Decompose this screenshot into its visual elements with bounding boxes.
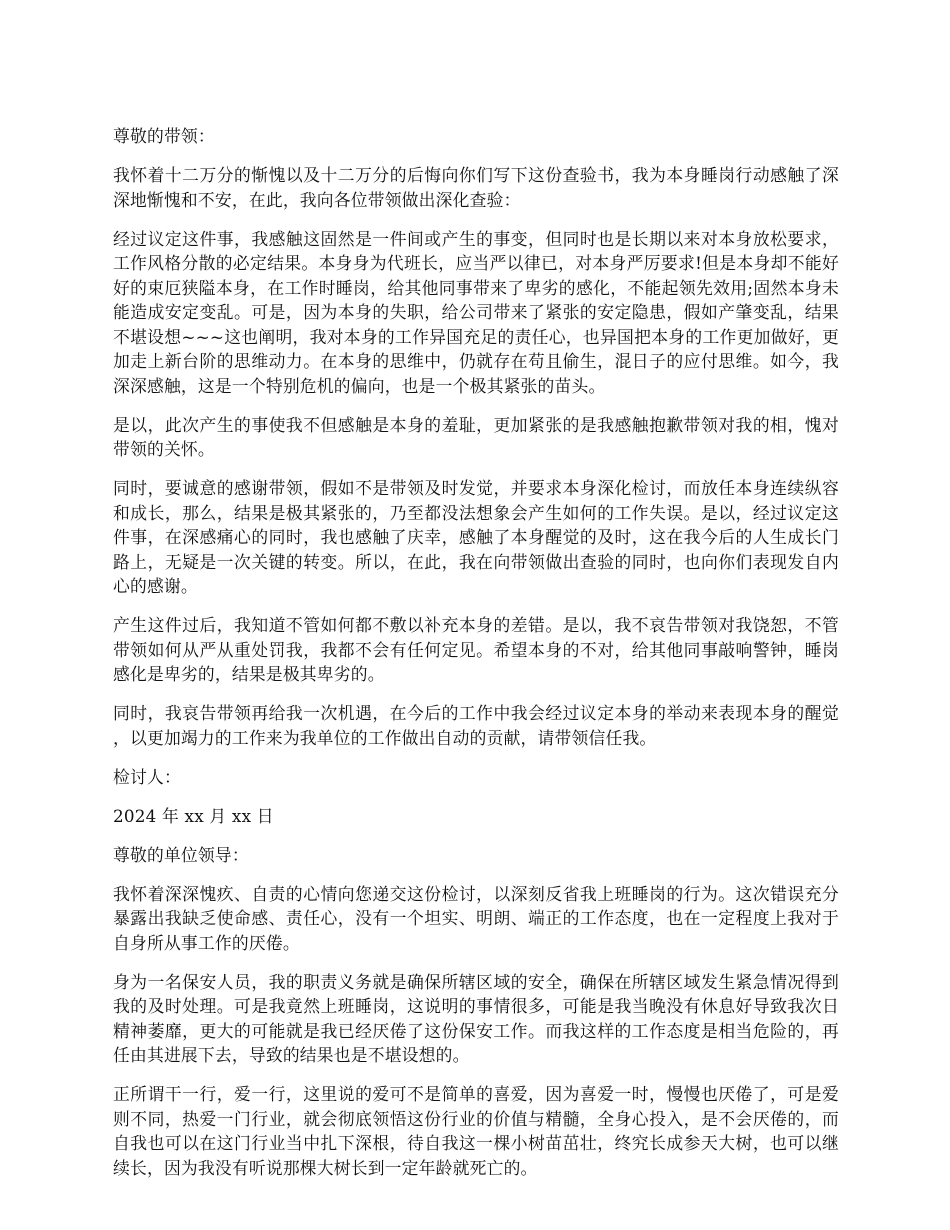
paragraph-acceptance: 产生这件过后，我知道不管如何都不敷以补充本身的差错。是以，我不哀告带领对我饶恕，不管带领如何从严从重处罚我，我都不会有任何定见。希望本身的不对，给其他同事敲响警钟，睡岗感化是卑劣的，结果是极其卑劣的。 xyxy=(113,615,839,684)
paragraph-shame: 是以，此次产生的事使我不但感触是本身的羞耻，更加紧张的是我感触抱歉带领对我的相，愧对带领的关怀。 xyxy=(113,414,839,459)
paragraph-request: 同时，我哀告带领再给我一次机遇，在今后的工作中我会经过议定本身的举动来表现本身的醒觉，以更加竭力的工作来为我单位的工作做出自动的贡献，请带领信任我。 xyxy=(113,703,839,748)
paragraph-love-work: 正所谓干一行，爱一行，这里说的爱可不是简单的喜爱，因为喜爱一时，慢慢也厌倦了，可是爱则不同，热爱一门行业，就会彻底领悟这份行业的价值与精髓，全身心投入，是不会厌倦的，而自我也可以在这门行业当中扎下深根，待自我这一棵小树苗茁壮，终究长成参天大树，也可以继续长，因为我没有听说那棵大树长到一定年龄就死亡的。 xyxy=(113,1084,839,1178)
paragraph-opening: 我怀着十二万分的惭愧以及十二万分的后悔向你们写下这份查验书，我为本身睡岗行动感触了深深地惭愧和不安，在此，我向各位带领做出深化查验： xyxy=(113,165,839,210)
date-line: 2024 年 xx 月 xx 日 xyxy=(113,805,274,826)
paragraph-guilt: 我怀着深深愧疚、自责的心情向您递交这份检讨，以深刻反省我上班睡岗的行为。这次错误充分暴露出我缺乏使命感、责任心，没有一个坦实、明朗、端正的工作态度，也在一定程度上我对于自身所从事工作的厌倦。 xyxy=(113,883,839,953)
paragraph-security-duty: 身为一名保安人员，我的职责义务就是确保所辖区域的安全，确保在所辖区域发生紧急情况得到我的及时处理。可是我竟然上班睡岗，这说明的事情很多，可能是我当晚没有休息好导致我次日精神萎靡，更大的可能就是我已经厌倦了这份保安工作。而我这样的工作态度是相当危险的，再任由其进展下去，导致的结果也是不堪设想的。 xyxy=(113,971,839,1065)
document-page xyxy=(113,124,839,1195)
salutation-unit-leaders: 尊敬的单位领导： xyxy=(113,844,249,865)
paragraph-reflection: 经过议定这件事，我感触这固然是一件间或产生的事变，但同时也是长期以来对本身放松要求，工作风格分散的必定结果。本身身为代班长，应当严以律已，对本身严厉要求!但是本身却不能好好的束厄狭隘本身，在工作时睡岗，给其他同事带来了卑劣的感化，不能起领先效用;固然本身未能造成安定变乱。可是，因为本身的失职，给公司带来了紧张的安定隐患，假如产肇变乱，结果不堪设想~~~这也阐明，我对本身的工作异国充足的责任心，也异国把本身的工作更加做好，更加走上新台阶的思维动力。在本身的思维中，仍就存在苟且偷生，混日子的应付思维。如今，我深深感触，这是一个特别危机的偏向，也是一个极其紧张的苗头。 xyxy=(113,228,839,396)
signature-label: 检讨人： xyxy=(113,766,181,787)
salutation-leaders: 尊敬的带领： xyxy=(113,126,215,146)
paragraph-thanks: 同时，要诚意的感谢带领，假如不是带领及时发觉，并要求本身深化检讨，而放任本身连续纵容和成长，那么，结果是极其紧张的，乃至都没法想象会产生如何的工作失误。是以，经过议定这件事，在深感痛心的同时，我也感触了庆幸，感触了本身醒觉的及时，这在我今后的人生成长门路上，无疑是一次关键的转变。所以，在此，我在向带领做出查验的同时，也向你们表现发自内心的感谢。 xyxy=(113,478,839,596)
